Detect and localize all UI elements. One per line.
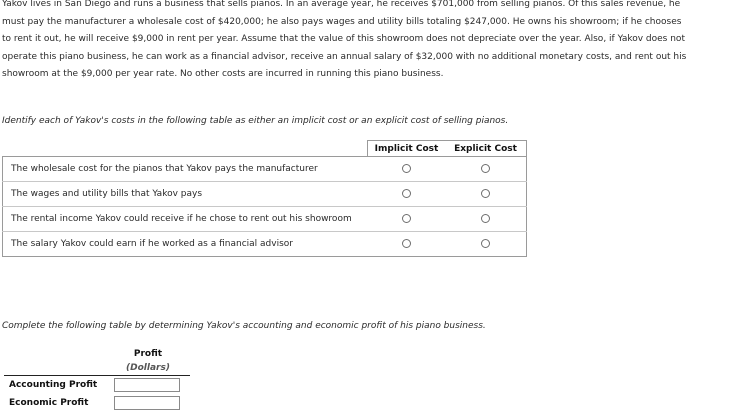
economic-profit-label: Economic Profit xyxy=(9,398,89,408)
row-label-salary: The salary Yakov could earn if he worked as a financial advisor xyxy=(3,232,368,257)
table-row xyxy=(3,182,527,207)
explicit-cost-header: Explicit Cost xyxy=(446,141,527,157)
row-label-wholesale: The wholesale cost for the pianos that Yakov pays the manufacturer xyxy=(3,157,368,182)
economic-profit-input[interactable] xyxy=(114,396,180,410)
radio-wholesale-implicit[interactable] xyxy=(402,164,411,173)
profit-header: Profit xyxy=(133,349,163,359)
profit-table-instruction: Complete the following table by determining Yakov's accounting and economic profit of his piano business. xyxy=(2,321,486,331)
table-row xyxy=(3,207,527,232)
profit-column-header xyxy=(115,347,181,375)
radio-salary-explicit[interactable] xyxy=(481,239,490,248)
profit-unit: (Dollars) xyxy=(126,363,170,373)
row-label-rental: The rental income Yakov could receive if he chose to rent out his showroom xyxy=(3,207,368,232)
row-label-wages: The wages and utility bills that Yakov pays xyxy=(3,182,368,207)
cost-table-instruction: Identify each of Yakov's costs in the following table as either an implicit cost or an explicit cost of selling pianos. xyxy=(2,116,509,126)
radio-wages-implicit[interactable] xyxy=(402,189,411,198)
radio-rental-implicit[interactable] xyxy=(402,214,411,223)
table-row xyxy=(3,232,527,257)
accounting-profit-input[interactable] xyxy=(114,378,180,392)
table-row xyxy=(3,157,527,182)
accounting-profit-label: Accounting Profit xyxy=(9,380,98,390)
radio-wages-explicit[interactable] xyxy=(481,189,490,198)
radio-wholesale-explicit[interactable] xyxy=(481,164,490,173)
profit-header-divider xyxy=(4,375,190,376)
problem-paragraph: Yakov lives in San Diego and runs a business that sells pianos. In an average year, he receives $701,000 from selling pianos. Of this sales revenue, he must pay the manufacturer a wholesale cost of $420,000; he also pays wages and utility bills totaling $247,000. He owns his showroom; if he chooses to rent it out, he will receive $9,000 in rent per year. Assume that the value of this showroom does not depreciate over the year. Also, if Yakov does not operate this piano business, he can work as a financial advisor, receive an annual salary of $32,000 with no additional monetary costs, and rent out his showroom at the $9,000 per year rate. No other costs are incurred in running this piano business. xyxy=(2,0,687,80)
implicit-cost-header: Implicit Cost xyxy=(367,141,446,157)
radio-salary-implicit[interactable] xyxy=(402,239,411,248)
radio-rental-explicit[interactable] xyxy=(481,214,490,223)
cost-classification-table xyxy=(2,140,527,257)
